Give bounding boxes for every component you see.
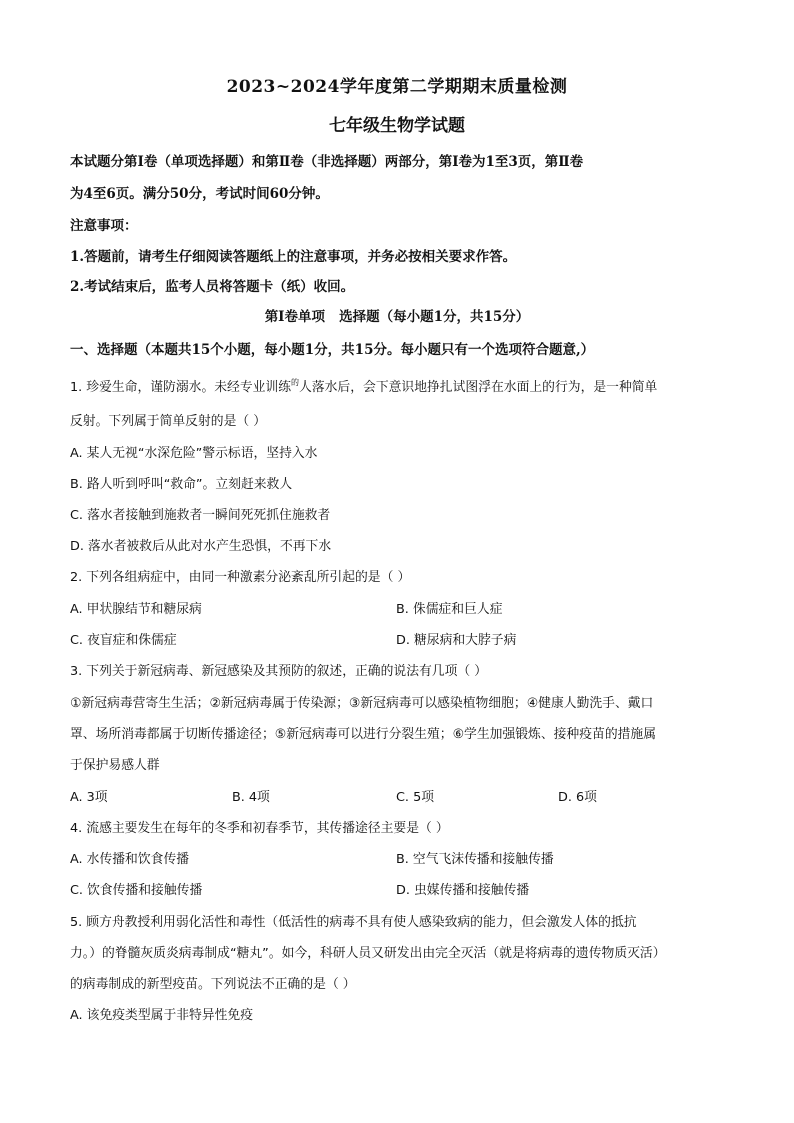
intro-line-1: 本试题分第Ⅰ卷（单项选择题）和第Ⅱ卷（非选择题）两部分，第Ⅰ卷为1至3页，第Ⅱ卷 [70, 154, 584, 170]
notice-item-2: 2.考试结束后，监考人员将答题卡（纸）收回。 [70, 279, 355, 295]
q3-option-b: B. 4项 [232, 790, 270, 805]
q1-option-d: D. 落水者被救后从此对水产生恐惧，不再下水 [70, 539, 332, 554]
q5-stem-3: 的病毒制成的新型疫苗。下列说法不正确的是（ ） [70, 977, 356, 992]
q1-option-b: B. 路人听到呼叫“救命”。立刻赶来救人 [70, 477, 293, 492]
q4-option-d: D. 虫媒传播和接触传播 [396, 883, 530, 898]
q2-stem: 2. 下列各组病症中，由同一种激素分泌紊乱所引起的是（ ） [70, 570, 411, 585]
q4-option-a: A. 水传播和饮食传播 [70, 852, 190, 867]
section-heading: 一、选择题（本题共15个小题，每小题1分，共15分。每小题只有一个选项符合题意,） [70, 342, 595, 358]
q1-stem: 1. 珍爱生命，谨防溺水。未经专业训练$^的$人落水后，会下意识地挣扎试图浮在水面上的行为，是一种简单 [70, 378, 658, 395]
q3-option-a: A. 3项 [70, 790, 108, 805]
notice-label: 注意事项： [70, 218, 138, 234]
q2-option-b: B. 侏儒症和巨人症 [396, 602, 503, 617]
q1-stem-cont: 反射。下列属于简单反射的是（ ） [70, 414, 267, 429]
q1-option-c: C. 落水者接触到施救者一瞬间死死抓住施救者 [70, 508, 331, 523]
q4-stem: 4. 流感主要发生在每年的冬季和初春季节，其传播途径主要是（ ） [70, 821, 449, 836]
notice-item-1: 1.答题前，请考生仔细阅读答题纸上的注意事项，并务必按相关要求作答。 [70, 249, 517, 265]
q5-stem-2: 力。）的脊髓灰质炎病毒制成“糖丸”。如今，科研人员又研发出由完全灭活（就是将病毒的遗传物质灭活） [70, 946, 666, 961]
q3-body-1: ①新冠病毒营寄生生活；②新冠病毒属于传染源；③新冠病毒可以感染植物细胞；④健康人勤洗手、戴口 [70, 696, 654, 711]
q2-option-d: D. 糖尿病和大脖子病 [396, 633, 517, 648]
q3-body-3: 于保护易感人群 [70, 758, 160, 773]
q5-stem-1: 5. 顾方舟教授利用弱化活性和毒性（低活性的病毒不具有使人感染致病的能力，但会激发人体的抵抗 [70, 915, 637, 930]
q3-option-d: D. 6项 [558, 790, 597, 805]
q4-option-b: B. 空气飞沫传播和接触传播 [396, 852, 554, 867]
q3-stem: 3. 下列关于新冠病毒、新冠感染及其预防的叙述，正确的说法有几项（ ） [70, 664, 488, 679]
q3-option-c: C. 5项 [396, 790, 435, 805]
section-title: 第Ⅰ卷单项 选择题（每小题1分，共15分） [264, 309, 530, 325]
q2-option-c: C. 夜盲症和侏儒症 [70, 633, 177, 648]
exam-title: 2023~2024学年度第二学期期末质量检测 [226, 77, 568, 97]
q4-option-c: C. 饮食传播和接触传播 [70, 883, 203, 898]
q3-body-2: 罩、场所消毒都属于切断传播途径；⑤新冠病毒可以进行分裂生殖；⑥学生加强锻炼、接种疫苗的措施属 [70, 727, 657, 742]
exam-subtitle: 七年级生物学试题 [329, 116, 465, 136]
intro-line-2: 为4至6页。满分50分，考试时间60分钟。 [70, 186, 329, 202]
q2-option-a: A. 甲状腺结节和糖尿病 [70, 602, 202, 617]
q1-option-a: A. 某人无视“水深危险”警示标语，坚持入水 [70, 446, 318, 461]
q5-option-a: A. 该免疫类型属于非特异性免疫 [70, 1008, 254, 1023]
